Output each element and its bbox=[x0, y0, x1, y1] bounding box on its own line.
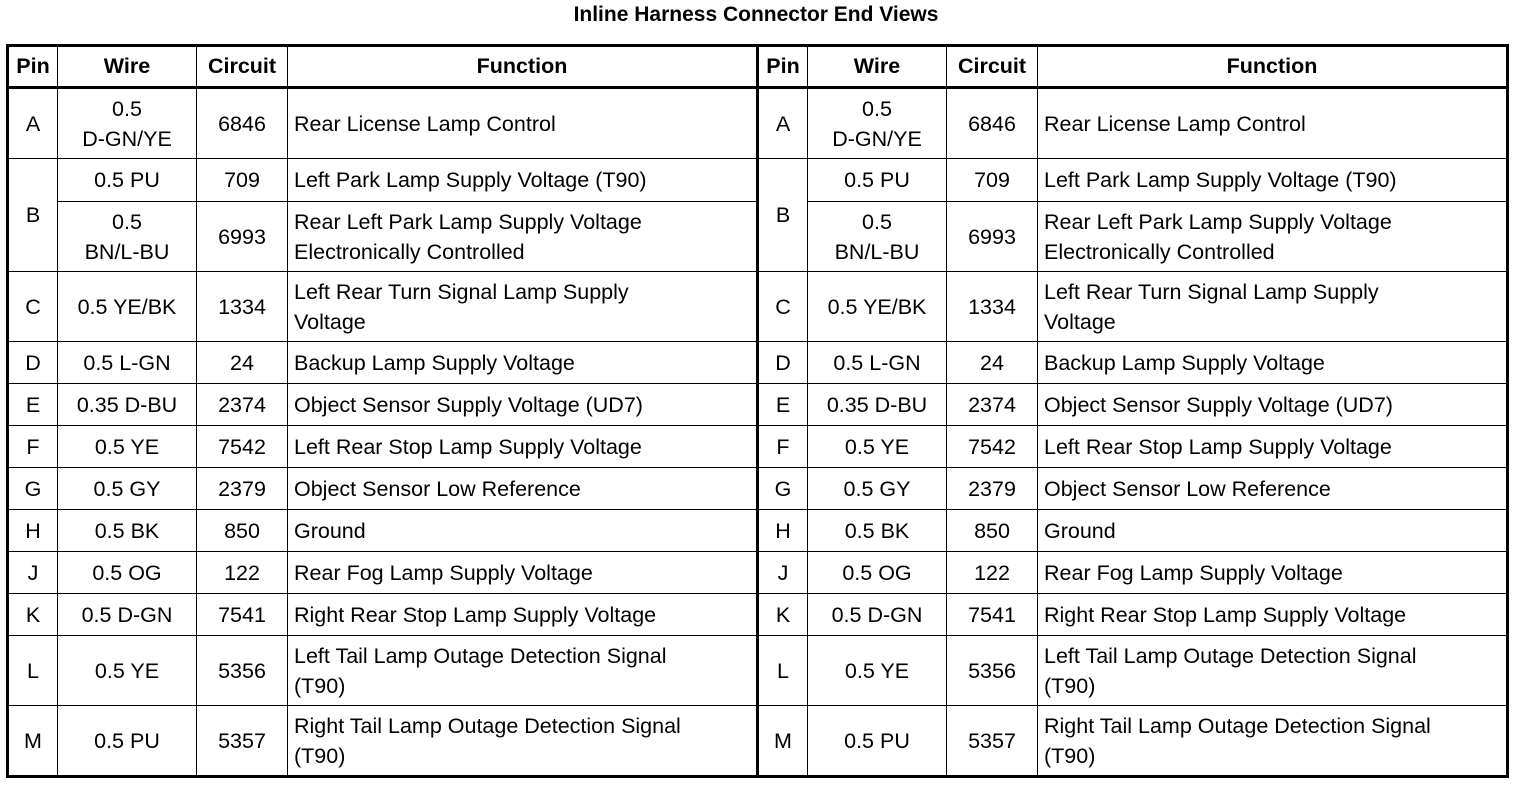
circuit-cell: 709 bbox=[947, 159, 1038, 202]
wire-cell: 0.5 BK bbox=[808, 510, 947, 552]
function-cell: Ground bbox=[1038, 510, 1508, 552]
pin-cell: B bbox=[8, 159, 58, 272]
function-cell: Object Sensor Low Reference bbox=[288, 468, 758, 510]
pin-cell: L bbox=[8, 636, 58, 706]
pin-cell: M bbox=[8, 706, 58, 777]
circuit-cell: 850 bbox=[947, 510, 1038, 552]
page-title: Inline Harness Connector End Views bbox=[573, 3, 939, 26]
function-cell: Left Rear Stop Lamp Supply Voltage bbox=[288, 426, 758, 468]
circuit-cell: 1334 bbox=[197, 272, 288, 342]
pin-cell: F bbox=[758, 426, 808, 468]
circuit-cell: 122 bbox=[197, 552, 288, 594]
function-cell bbox=[288, 706, 758, 777]
wire-cell: 0.5 YE bbox=[808, 636, 947, 706]
pin-cell: H bbox=[758, 510, 808, 552]
circuit-cell: 122 bbox=[947, 552, 1038, 594]
wire-cell: 0.5 GY bbox=[808, 468, 947, 510]
circuit-cell: 709 bbox=[197, 159, 288, 202]
pin-cell: C bbox=[758, 272, 808, 342]
function-line: Electronically Controlled bbox=[1044, 239, 1275, 264]
wire-cell: 0.5 PU bbox=[808, 706, 947, 777]
function-cell: Object Sensor Supply Voltage (UD7) bbox=[1038, 384, 1508, 426]
table-row bbox=[8, 342, 1508, 384]
circuit-cell: 7541 bbox=[197, 594, 288, 636]
table-row bbox=[8, 272, 1508, 342]
wire-cell: 0.35 D-BU bbox=[58, 384, 197, 426]
function-cell bbox=[1038, 706, 1508, 777]
wire-cell: 0.5 YE/BK bbox=[58, 272, 197, 342]
wire-cell bbox=[58, 88, 197, 159]
function-cell: Left Park Lamp Supply Voltage (T90) bbox=[1038, 159, 1508, 202]
function-cell: Left Park Lamp Supply Voltage (T90) bbox=[288, 159, 758, 202]
pin-cell: D bbox=[758, 342, 808, 384]
wire-cell: 0.5 GY bbox=[58, 468, 197, 510]
function-line: Left Rear Turn Signal Lamp Supply bbox=[1044, 279, 1379, 304]
circuit-cell: 850 bbox=[197, 510, 288, 552]
pin-cell: A bbox=[8, 88, 58, 159]
table-row bbox=[8, 88, 1508, 159]
pin-cell: E bbox=[8, 384, 58, 426]
function-line: Rear Left Park Lamp Supply Voltage bbox=[1044, 209, 1392, 234]
function-cell: Right Rear Stop Lamp Supply Voltage bbox=[288, 594, 758, 636]
function-line: (T90) bbox=[294, 673, 346, 698]
wire-cell bbox=[808, 202, 947, 272]
pin-cell: A bbox=[758, 88, 808, 159]
table-row bbox=[8, 159, 1508, 202]
circuit-cell: 5356 bbox=[947, 636, 1038, 706]
function-cell: Rear License Lamp Control bbox=[288, 88, 758, 159]
function-line: Rear Left Park Lamp Supply Voltage bbox=[294, 209, 642, 234]
function-cell: Ground bbox=[288, 510, 758, 552]
wire-cell: 0.5 OG bbox=[58, 552, 197, 594]
function-cell: Object Sensor Supply Voltage (UD7) bbox=[288, 384, 758, 426]
table-row bbox=[8, 468, 1508, 510]
circuit-cell: 1334 bbox=[947, 272, 1038, 342]
function-cell bbox=[1038, 636, 1508, 706]
table-row bbox=[8, 510, 1508, 552]
function-cell: Rear Fog Lamp Supply Voltage bbox=[1038, 552, 1508, 594]
wire-size: 0.5 bbox=[112, 96, 142, 121]
circuit-cell: 2379 bbox=[947, 468, 1038, 510]
pin-cell: L bbox=[758, 636, 808, 706]
function-cell bbox=[1038, 202, 1508, 272]
wire-cell: 0.5 YE bbox=[58, 636, 197, 706]
pin-cell: K bbox=[758, 594, 808, 636]
function-cell: Rear Fog Lamp Supply Voltage bbox=[288, 552, 758, 594]
header-function: Function bbox=[288, 46, 758, 88]
pin-cell: B bbox=[758, 159, 808, 272]
function-line: Left Tail Lamp Outage Detection Signal bbox=[294, 643, 667, 668]
wire-color: BN/L-BU bbox=[84, 239, 170, 264]
table-row bbox=[8, 706, 1508, 777]
circuit-cell: 5356 bbox=[197, 636, 288, 706]
function-line: Electronically Controlled bbox=[294, 239, 525, 264]
wire-cell: 0.5 PU bbox=[58, 706, 197, 777]
table-row bbox=[8, 426, 1508, 468]
wire-size: 0.5 bbox=[862, 209, 892, 234]
function-cell: Object Sensor Low Reference bbox=[1038, 468, 1508, 510]
wire-cell: 0.5 BK bbox=[58, 510, 197, 552]
function-cell: Backup Lamp Supply Voltage bbox=[288, 342, 758, 384]
circuit-cell: 6846 bbox=[947, 88, 1038, 159]
pin-cell: J bbox=[8, 552, 58, 594]
function-line: (T90) bbox=[1044, 743, 1096, 768]
header-wire: Wire bbox=[58, 46, 197, 88]
wire-cell: 0.5 YE bbox=[808, 426, 947, 468]
header-pin: Pin bbox=[8, 46, 58, 88]
header-function: Function bbox=[1038, 46, 1508, 88]
wire-color: D-GN/YE bbox=[82, 126, 172, 151]
header-circuit: Circuit bbox=[947, 46, 1038, 88]
circuit-cell: 6846 bbox=[197, 88, 288, 159]
circuit-cell: 2374 bbox=[947, 384, 1038, 426]
table-row bbox=[8, 636, 1508, 706]
function-line: Right Tail Lamp Outage Detection Signal bbox=[294, 713, 681, 738]
wire-color: D-GN/YE bbox=[832, 126, 922, 151]
circuit-cell: 5357 bbox=[197, 706, 288, 777]
wire-cell: 0.5 PU bbox=[58, 159, 197, 202]
wire-cell: 0.5 L-GN bbox=[808, 342, 947, 384]
wire-cell bbox=[58, 202, 197, 272]
circuit-cell: 7542 bbox=[947, 426, 1038, 468]
wire-cell: 0.5 D-GN bbox=[58, 594, 197, 636]
pin-cell: D bbox=[8, 342, 58, 384]
table-row bbox=[8, 552, 1508, 594]
function-cell: Right Rear Stop Lamp Supply Voltage bbox=[1038, 594, 1508, 636]
function-cell bbox=[288, 272, 758, 342]
wire-cell: 0.5 YE/BK bbox=[808, 272, 947, 342]
wire-cell: 0.35 D-BU bbox=[808, 384, 947, 426]
function-cell bbox=[288, 636, 758, 706]
function-line: (T90) bbox=[1044, 673, 1096, 698]
pin-cell: M bbox=[758, 706, 808, 777]
wire-color: BN/L-BU bbox=[834, 239, 920, 264]
pin-cell: E bbox=[758, 384, 808, 426]
function-line: Left Tail Lamp Outage Detection Signal bbox=[1044, 643, 1417, 668]
function-cell bbox=[1038, 272, 1508, 342]
connector-pinout-table bbox=[6, 44, 1509, 778]
circuit-cell: 24 bbox=[197, 342, 288, 384]
function-line: Left Rear Turn Signal Lamp Supply bbox=[294, 279, 629, 304]
pin-cell: C bbox=[8, 272, 58, 342]
circuit-cell: 6993 bbox=[197, 202, 288, 272]
circuit-cell: 7541 bbox=[947, 594, 1038, 636]
function-cell: Rear License Lamp Control bbox=[1038, 88, 1508, 159]
header-circuit: Circuit bbox=[197, 46, 288, 88]
wire-cell: 0.5 D-GN bbox=[808, 594, 947, 636]
function-line: (T90) bbox=[294, 743, 346, 768]
header-pin: Pin bbox=[758, 46, 808, 88]
circuit-cell: 5357 bbox=[947, 706, 1038, 777]
function-line: Right Tail Lamp Outage Detection Signal bbox=[1044, 713, 1431, 738]
function-cell: Left Rear Stop Lamp Supply Voltage bbox=[1038, 426, 1508, 468]
table-row bbox=[8, 594, 1508, 636]
header-wire: Wire bbox=[808, 46, 947, 88]
function-line: Voltage bbox=[294, 309, 366, 334]
circuit-cell: 2379 bbox=[197, 468, 288, 510]
wire-size: 0.5 bbox=[862, 96, 892, 121]
function-line: Voltage bbox=[1044, 309, 1116, 334]
function-cell bbox=[288, 202, 758, 272]
wire-cell: 0.5 L-GN bbox=[58, 342, 197, 384]
pin-cell: J bbox=[758, 552, 808, 594]
pin-cell: G bbox=[758, 468, 808, 510]
wire-cell bbox=[808, 88, 947, 159]
wire-cell: 0.5 OG bbox=[808, 552, 947, 594]
header-row bbox=[8, 46, 1508, 88]
circuit-cell: 7542 bbox=[197, 426, 288, 468]
circuit-cell: 2374 bbox=[197, 384, 288, 426]
pin-cell: K bbox=[8, 594, 58, 636]
wire-size: 0.5 bbox=[112, 209, 142, 234]
pin-cell: H bbox=[8, 510, 58, 552]
wire-cell: 0.5 PU bbox=[808, 159, 947, 202]
circuit-cell: 24 bbox=[947, 342, 1038, 384]
pin-cell: F bbox=[8, 426, 58, 468]
table-row bbox=[8, 384, 1508, 426]
pin-cell: G bbox=[8, 468, 58, 510]
wire-cell: 0.5 YE bbox=[58, 426, 197, 468]
function-cell: Backup Lamp Supply Voltage bbox=[1038, 342, 1508, 384]
circuit-cell: 6993 bbox=[947, 202, 1038, 272]
